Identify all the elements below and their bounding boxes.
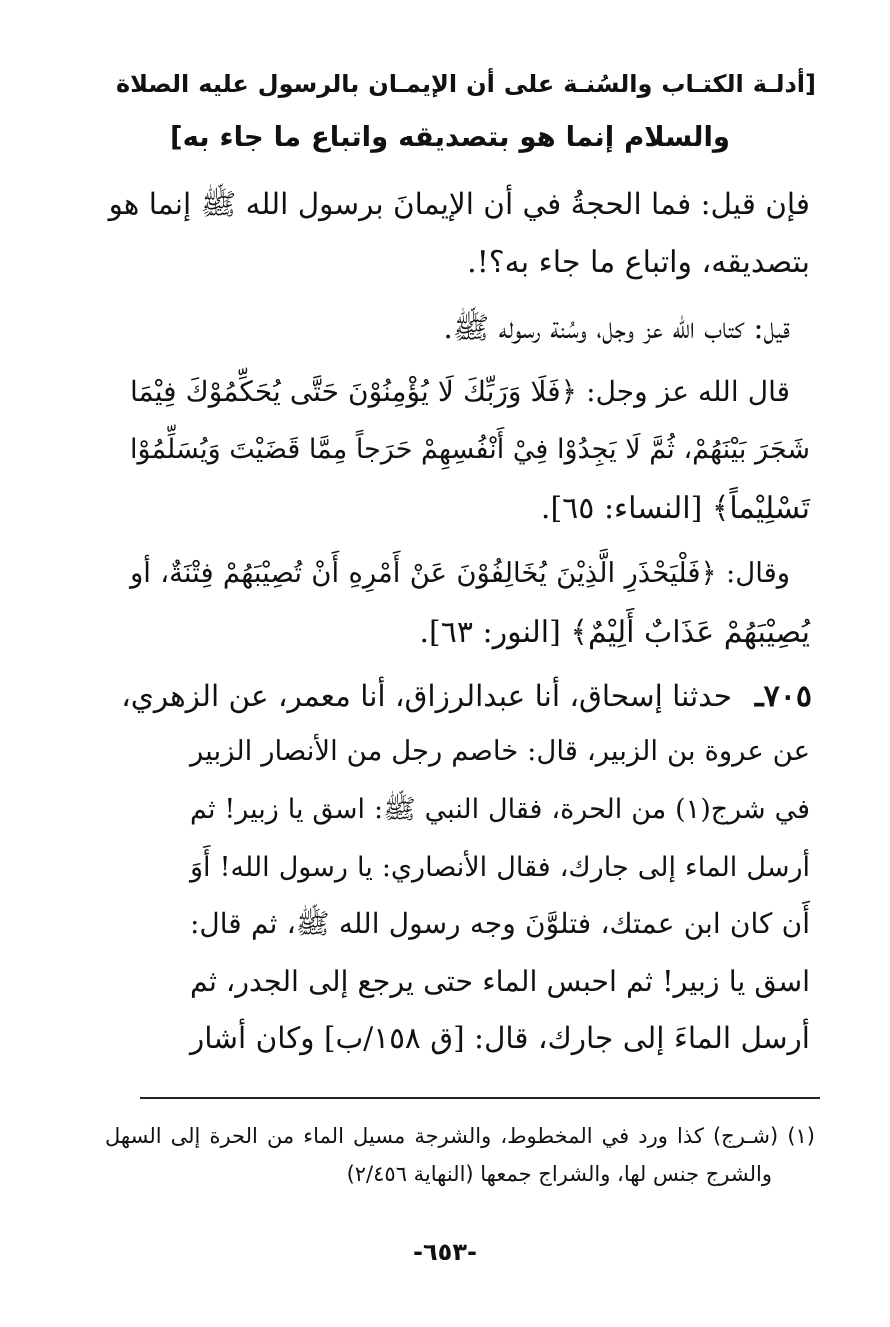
section-heading-line-1: [أدلـة الكتـاب والسُنـة على أن الإيمـان بالرسول عليه الصلاة <box>116 70 816 98</box>
paragraph-4-line-1: وقال: ﴿فَلْيَحْذَرِ الَّذِيْنَ يُخَالِفُوْنَ عَنْ أَمْرِهِ أَنْ تُصِيْبَهُمْ فِتْنَةٌ، أو <box>130 557 790 589</box>
footnote-line-2: والشرج جنس لها، والشراج جمعها (النهاية ٢/٤٥٦) <box>346 1162 772 1186</box>
hadith-line-1: حدثنا إسحاق، أنا عبدالرزاق، أنا معمر، عن الزهري، <box>121 679 732 713</box>
footnote-line-1: (١) (شـرج) كذا ورد في المخطوط، والشرجة مسيل الماء من الحرة إلى السهل <box>105 1124 815 1148</box>
paragraph-3-line-2: شَجَرَ بَيْنَهُمْ، ثُمَّ لَا يَجِدُوْا فِيْ أَنْفُسِهِمْ حَرَجاً مِمَّا قَضَيْتَ وَيُسَلِّمُوْا <box>130 434 810 465</box>
page-number: -٦٥٣- <box>413 1238 477 1266</box>
paragraph-1-line-2: بتصديقه، واتباع ما جاء به؟!. <box>467 245 810 280</box>
hadith-line-4: أرسل الماء إلى جارك، فقال الأنصاري: يا رسول الله! أَوَ <box>190 852 810 883</box>
section-heading-line-2: والسلام إنما هو بتصديقه واتباع ما جاء به] <box>170 121 730 153</box>
paragraph-2-line-1: قيل: كتاب الله عز وجل، وسُنة رسوله ﷺ. <box>443 311 790 346</box>
paragraph-1-line-1: فإن قيل: فما الحجةُ في أن الإيمانَ برسول الله ﷺ إنما هو <box>108 187 810 221</box>
footnote-separator <box>140 1097 820 1099</box>
hadith-line-6: اسق يا زبير! ثم احبس الماء حتى يرجع إلى الجدر، ثم <box>190 965 810 998</box>
hadith-line-5: أَن كان ابن عمتك، فتلوَّنَ وجه رسول الله ﷺ، ثم قال: <box>190 907 810 940</box>
hadith-line-3: في شرج(١) من الحرة، فقال النبي ﷺ: اسق يا زبير! ثم <box>190 794 810 825</box>
paragraph-3-line-3: تَسْلِيْماً﴾ [النساء: ٦٥]. <box>540 491 810 526</box>
hadith-line-7: أرسل الماءَ إلى جارك، قال: [ق ١٥٨/ب] وكان أشار <box>190 1021 810 1055</box>
hadith-line-2: عن عروة بن الزبير، قال: خاصم رجل من الأنصار الزبير <box>190 735 810 767</box>
paragraph-4-line-2: يُصِيْبَهُمْ عَذَابٌ أَلِيْمٌ﴾ [النور: ٦٣]. <box>419 615 810 650</box>
paragraph-3-line-1: قال الله عز وجل: ﴿فَلَا وَرَبِّكَ لَا يُؤْمِنُوْنَ حَتَّى يُحَكِّمُوْكَ فِيْمَا <box>130 375 790 408</box>
hadith-number: ٧٠٥ـ <box>754 679 812 714</box>
